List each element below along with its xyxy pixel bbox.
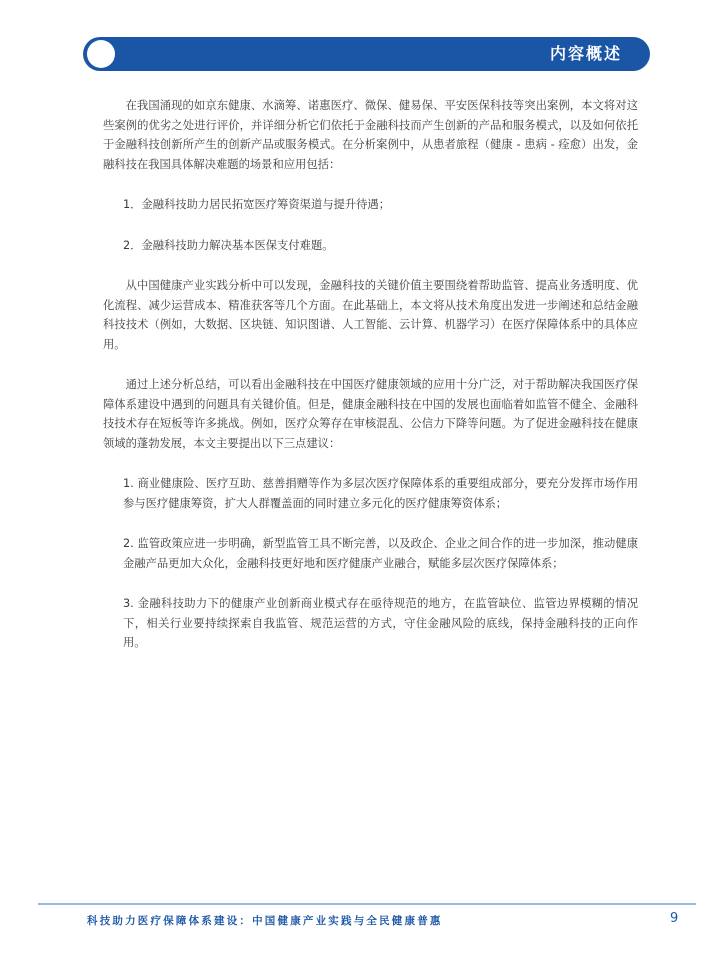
header-bar (83, 37, 650, 71)
summary-paragraph: 通过上述分析总结，可以看出金融科技在中国医疗健康领域的应用十分广泛，对于帮助解决我国医疗保障体系建设中遇到的问题具有关键价值。但是，健康金融科技在中国的发展也面临着如监管不健全、金融科技技术存在短板等许多挑战。例如，医疗众筹存在审核混乱、公信力下降等问题。为了促进金融科技在健康领域的蓬勃发展，本文主要提出以下三点建议： (103, 378, 638, 450)
list-item-1: 1．金融科技助力居民拓宽医疗筹资渠道与提升待遇； (123, 198, 391, 211)
suggestion-2: 2. 监管政策应进一步明确，新型监管工具不断完善，以及政企、企业之间合作的进一步加深，推动健康金融产品更加大众化，金融科技更好地和医疗健康产业融合，赋能多层次医疗保障体系； (123, 537, 638, 570)
footer-divider (38, 903, 696, 905)
suggestion-3: 3. 金融科技助力下的健康产业创新商业模式存在亟待规范的地方，在监管缺位、监管边界模糊的情况下，相关行业要持续探索自我监管、规范运营的方式，守住金融风险的底线，保持金融科技的正向作用。 (123, 597, 638, 649)
footer-title: 科技助力医疗保障体系建设：中国健康产业实践与全民健康普惠 (87, 915, 443, 927)
suggestion-1: 1. 商业健康险、医疗互助、慈善捐赠等作为多层次医疗保障体系的重要组成部分，要充分发挥市场作用参与医疗健康筹资，扩大人群覆盖面的同时建立多元化的医疗健康筹资体系； (123, 477, 638, 510)
body-content (103, 96, 638, 653)
header-circle-decoration (87, 40, 115, 68)
analysis-paragraph: 从中国健康产业实践分析中可以发现，金融科技的关键价值主要围绕着帮助监管、提高业务透明度、优化流程、减少运营成本、精准获客等几个方面。在此基础上，本文将从技术角度出发进一步阐述和总结金融科技技术（例如，大数据、区块链、知识图谱、人工智能、云计算、机器学习）在医疗保障体系中的具体应用。 (103, 279, 638, 351)
section-title: 内容概述 (549, 44, 622, 63)
list-item-2: 2．金融科技助力解决基本医保支付难题。 (123, 238, 334, 252)
page-number: 9 (670, 911, 679, 926)
intro-paragraph: 在我国涌现的如京东健康、水滴筹、诺惠医疗、微保、健易保、平安医保科技等突出案例，本文将对这些案例的优劣之处进行评价，并详细分析它们依托于金融科技而产生创新的产品和服务模式，以及如何依托于金融科技创新所产生的创新产品或服务模式。在分析案例中，从患者旅程（健康 - 患病 - 痊愈）出发，金融科技在我国具体解决难题的场景和应用包括： (103, 99, 638, 171)
